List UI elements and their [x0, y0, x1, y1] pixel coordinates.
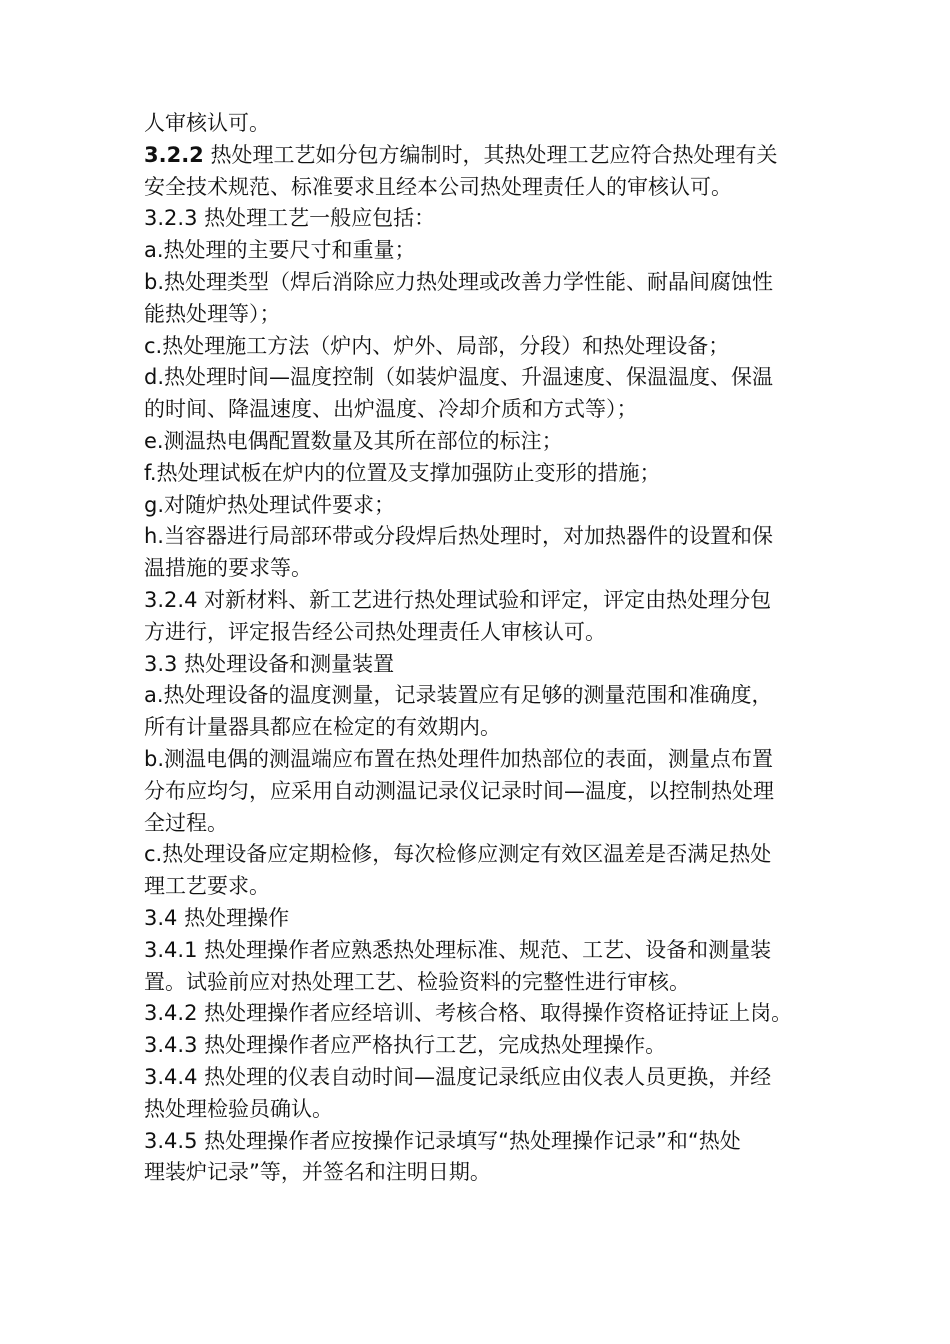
text-line: a.热处理的主要尺寸和重量； — [144, 238, 416, 263]
text-line: 安全技术规范、标准要求且经本公司热处理责任人的审核认可。 — [144, 174, 732, 199]
text-line: b.热处理类型（焊后消除应力热处理或改善力学性能、耐晶间腐蚀性 — [144, 269, 774, 294]
text-line: 理装炉记录”等，并签名和注明日期。 — [144, 1160, 491, 1185]
text-line: 能热处理等）； — [144, 301, 281, 326]
clause-text: 热处理工艺如分包方编制时，其热处理工艺应符合热处理有关 — [203, 142, 778, 167]
text-line: c.热处理设备应定期检修，每次检修应测定有效区温差是否满足热处 — [144, 842, 772, 867]
text-line: 3.3 热处理设备和测量装置 — [144, 651, 395, 676]
text-line: 3.4.3 热处理操作者应严格执行工艺，完成热处理操作。 — [144, 1033, 667, 1058]
text-line: 3.4.4 热处理的仪表自动时间—温度记录纸应由仪表人员更换，并经 — [144, 1064, 772, 1089]
text-line: 的时间、降温速度、出炉温度、冷却介质和方式等）； — [144, 397, 638, 422]
text-line: 分布应均匀，应采用自动测温记录仪记录时间—温度，以控制热处理 — [144, 778, 774, 803]
text-line: a.热处理设备的温度测量，记录装置应有足够的测量范围和准确度， — [144, 683, 773, 708]
text-line: 全过程。 — [144, 810, 228, 835]
text-line: g.对随炉热处理试件要求； — [144, 492, 396, 517]
text-line: h.当容器进行局部环带或分段焊后热处理时，对加热器件的设置和保 — [144, 524, 773, 549]
text-line: 人审核认可。 — [144, 111, 270, 135]
text-line: 3.4 热处理操作 — [144, 905, 290, 930]
text-line: 置。试验前应对热处理工艺、检验资料的完整性进行审核。 — [144, 969, 690, 994]
text-line: 理工艺要求。 — [144, 874, 270, 899]
text-line: 3.4.5 热处理操作者应按操作记录填写“热处理操作记录”和“热处 — [144, 1128, 741, 1153]
text-line: e.测温热电偶配置数量及其所在部位的标注； — [144, 428, 563, 453]
text-line: 热处理检验员确认。 — [144, 1096, 333, 1121]
text-line: 3.4.1 热处理操作者应熟悉热处理标准、规范、工艺、设备和测量装 — [144, 937, 772, 962]
clause-number: 3.2.2 — [144, 142, 204, 167]
text-line: c.热处理施工方法（炉内、炉外、局部，分段）和热处理设备； — [144, 333, 730, 358]
text-line: b.测温电偶的测温端应布置在热处理件加热部位的表面，测量点布置 — [144, 746, 774, 771]
document-body — [144, 108, 812, 1189]
text-line: 3.2.4 对新材料、新工艺进行热处理试验和评定，评定由热处理分包 — [144, 587, 772, 612]
text-line: d.热处理时间—温度控制（如装炉温度、升温速度、保温温度、保温 — [144, 365, 774, 390]
text-line: 所有计量器具都应在检定的有效期内。 — [144, 715, 501, 740]
text-line: 温措施的要求等。 — [144, 556, 312, 581]
text-line: f.热处理试板在炉内的位置及支撑加强防止变形的措施； — [144, 460, 661, 485]
text-line: 3.4.2 热处理操作者应经培训、考核合格、取得操作资格证持证上岗。 — [144, 1001, 793, 1026]
text-line: 方进行，评定报告经公司热处理责任人审核认可。 — [144, 619, 606, 644]
text-line — [144, 140, 812, 172]
text-line: 3.2.3 热处理工艺一般应包括： — [144, 206, 436, 231]
